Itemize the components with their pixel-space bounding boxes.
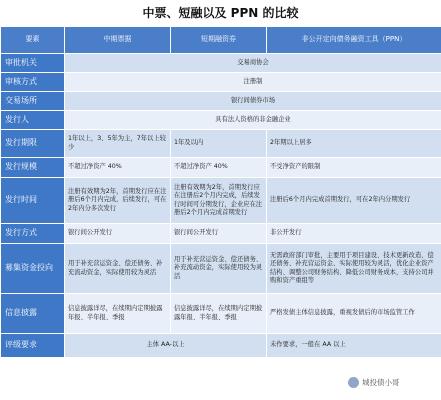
row-label: 发行方式 (1, 224, 65, 244)
cell-cp: 不超过净资产 40% (171, 158, 267, 178)
row-label: 发行时间 (1, 178, 65, 224)
row-label: 审核方式 (1, 73, 65, 92)
cell-ppn: 注册后6个月内完成首期发行，可在2年内分期发行 (267, 178, 441, 224)
cell-ppn: 无需政府部门审批，主要用于项目建设、技术更新改造、偿还债务、补充营运资金、实际使用较为灵活，优化企业资产结构、调整公司财务结构、降低公司财务成本，支持公司并购和资产重组等 (267, 244, 441, 294)
watermark (348, 374, 440, 390)
table-row (1, 73, 441, 92)
cell-cp: 信息披露详尽，在续期内定期披露年报、半年报、季报 (171, 294, 267, 334)
cell-mtn: 1年以上，3、5年为主，7年以上较少 (65, 130, 171, 158)
header-factor: 要素 (1, 27, 65, 54)
cell-ppn: 不受净资产的限制 (267, 158, 441, 178)
table-row (1, 111, 441, 130)
cell-merged: 银行间债券市场 (65, 92, 441, 111)
table-row (1, 294, 441, 334)
row-label: 信息披露 (1, 294, 65, 334)
table-row (1, 178, 441, 224)
cell-merged: 具有法人资格的非金融企业 (65, 111, 441, 130)
watermark-text: 城投债小哥 (362, 377, 400, 387)
row-label: 发行规模 (1, 158, 65, 178)
table-row (1, 130, 441, 158)
row-label: 交易场所 (1, 92, 65, 111)
table-row (1, 334, 441, 358)
cell-ppn: 严格发债主体信息披露，重视发债后的市场监管工作 (267, 294, 441, 334)
cell-merged: 注册制 (65, 73, 441, 92)
cell-mtn: 信息披露详尽，在续期内定期披露年报、半年报、季报 (65, 294, 171, 334)
table-row (1, 158, 441, 178)
cell-cp: 1年及以内 (171, 130, 267, 158)
row-label: 募集资金投向 (1, 244, 65, 294)
table-row (1, 54, 441, 73)
table-row (1, 224, 441, 244)
cell-mtn-cp-merged: 主体 AA-以上 (65, 334, 267, 358)
cell-mtn: 不超过净资产 40% (65, 158, 171, 178)
header-mtn: 中期票据 (65, 27, 171, 54)
cell-cp: 银行间公开发行 (171, 224, 267, 244)
row-label: 评级要求 (1, 334, 65, 358)
cell-mtn: 银行间公开发行 (65, 224, 171, 244)
comparison-table (0, 26, 441, 358)
wechat-account-icon (348, 377, 359, 388)
cell-merged: 交易商协会 (65, 54, 441, 73)
header-ppn: 非公开定向债务融资工具（PPN） (267, 27, 441, 54)
cell-mtn: 注册有效期为2年，首期发行应在注册后6个月内完成，后续发行，可在2年内分多次发行 (65, 178, 171, 224)
page-title: 中票、短融以及 PPN 的比较 (142, 6, 299, 20)
row-label: 审批机关 (1, 54, 65, 73)
table-header-row (1, 27, 441, 54)
cell-cp: 注册有效期为2年，首期发行应在注册后2个月内完成，后续发行时间可分期发行，企业应在注册后2个月内完成首期发行 (171, 178, 267, 224)
cell-ppn: 非公开发行 (267, 224, 441, 244)
row-label: 发行期限 (1, 130, 65, 158)
cell-ppn: 2年期以上居多 (267, 130, 441, 158)
cell-ppn: 未作要求，一般在 AA 以上 (267, 334, 441, 358)
row-label: 发行人 (1, 111, 65, 130)
table-row (1, 92, 441, 111)
table-row (1, 244, 441, 294)
cell-mtn: 用于补充营运资金、偿还债务、补充流动资金，实际使用较为灵活 (65, 244, 171, 294)
header-cp: 短期融资券 (171, 27, 267, 54)
cell-cp: 用于补充营运资金、偿还债务、补充流动资金，实际使用较为灵活 (171, 244, 267, 294)
